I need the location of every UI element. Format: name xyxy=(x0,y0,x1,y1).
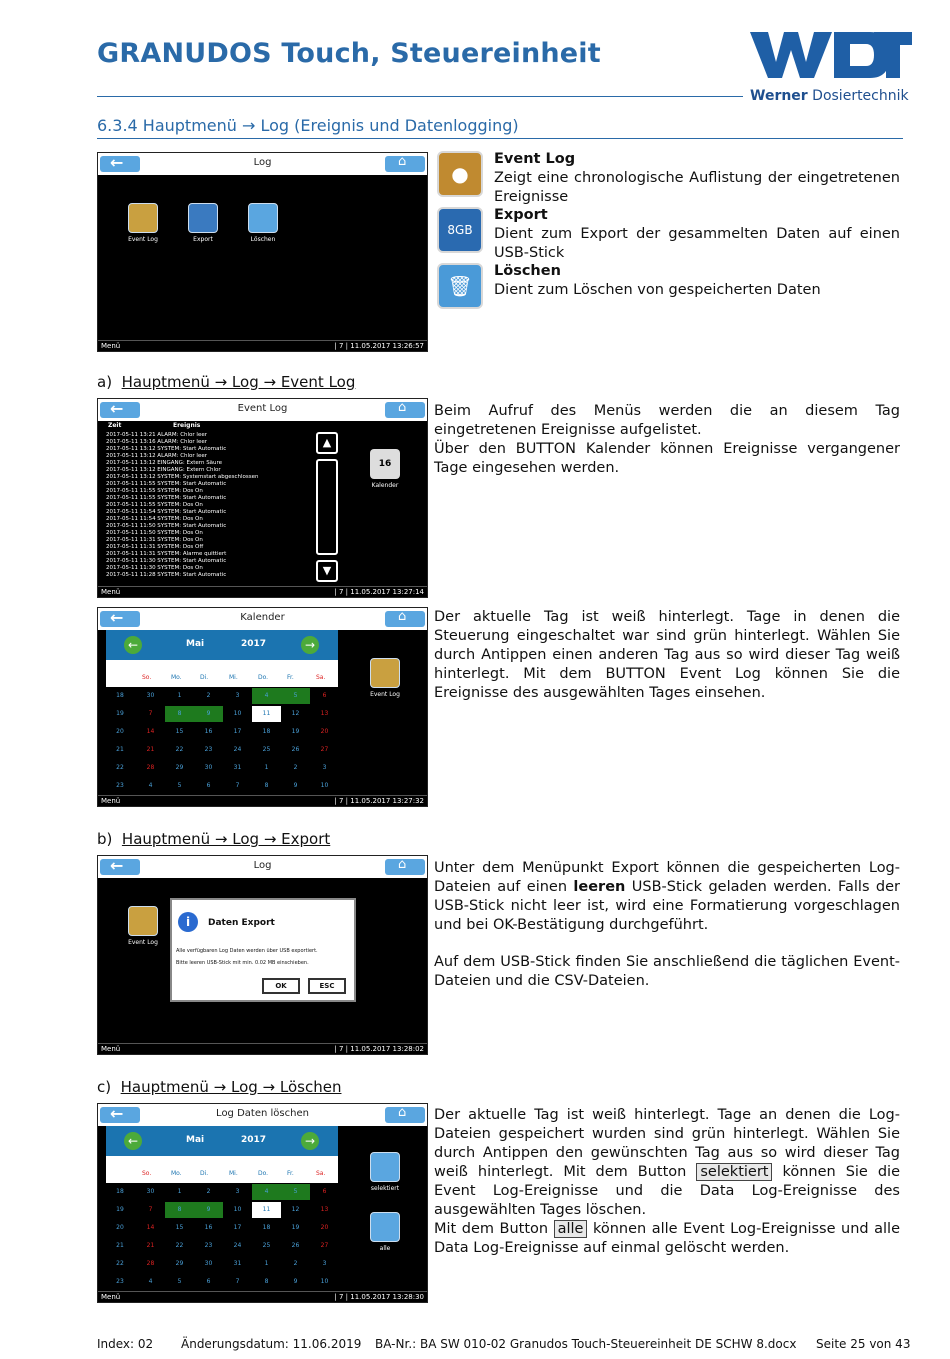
legend-delete: Löschen Dient zum Löschen von gespeicherten Daten xyxy=(494,263,821,298)
calendar-day[interactable]: 9 xyxy=(293,782,298,789)
subsection-b: b) Hauptmenü → Log → Export xyxy=(97,830,331,848)
week-number: 23 xyxy=(116,782,124,789)
calendar-day[interactable]: 17 xyxy=(233,1224,242,1231)
calendar-day[interactable]: 1 xyxy=(264,764,269,771)
calendar-day[interactable]: 31 xyxy=(233,764,242,771)
calendar-day[interactable]: 18 xyxy=(262,1224,271,1231)
calendar-day[interactable]: 8 xyxy=(264,782,269,789)
calendar-day[interactable]: 21 xyxy=(146,1242,155,1249)
calendar-day[interactable]: 5 xyxy=(177,1278,182,1285)
week-number: 23 xyxy=(116,1278,124,1285)
description-export-2: Auf dem USB-Stick finden Sie anschließend die täglichen Event-Dateien und die CSV-Dateien. xyxy=(434,954,900,989)
calendar-day[interactable]: 4 xyxy=(252,1184,281,1200)
calendar-day[interactable]: 5 xyxy=(281,1184,310,1200)
calendar-day[interactable]: 24 xyxy=(233,746,242,753)
home-button[interactable] xyxy=(385,611,425,627)
subsection-a: a) Hauptmenü → Log → Event Log xyxy=(97,373,356,391)
description-delete: Der aktuelle Tag ist weiß hinterlegt. Tage an denen die Log-Dateien gespeichert wurden sind grün hinterlegt. Wählen Sie durch Antippen den gewünschten Tag aus so wird dieser Tag weiß hinterlegt. Mit dem Button selektiert können Sie die Event Log-Ereignisse und die Data Log-Ereignisse des ausgewählten Tages löschen. Mit dem Button alle können alle Event Log-Ereignisse und alle Data Log-Ereignisse auf einmal gelöscht werden. xyxy=(434,1107,900,1256)
calendar-day[interactable]: 10 xyxy=(233,1206,242,1213)
calendar-grid[interactable] xyxy=(106,1126,338,1291)
year-label: 2017 xyxy=(241,1135,267,1145)
delete-label: Löschen xyxy=(250,236,276,243)
scroll-down-button[interactable]: ▼ xyxy=(316,560,338,582)
calendar-day[interactable]: 20 xyxy=(320,1224,329,1231)
calendar-day[interactable]: 30 xyxy=(146,692,155,699)
event-log-icon[interactable] xyxy=(370,658,400,688)
calendar-day[interactable]: 9 xyxy=(293,1278,298,1285)
calendar-day[interactable]: 10 xyxy=(320,1278,329,1285)
menu-label[interactable]: Menü xyxy=(101,342,121,350)
calendar-day[interactable]: 3 xyxy=(322,764,327,771)
weekday-label: Fr. xyxy=(287,1170,294,1177)
calendar-day[interactable]: 6 xyxy=(322,1188,327,1195)
calendar-day[interactable]: 7 xyxy=(235,782,240,789)
alle-button-ref: alle xyxy=(554,1220,588,1238)
calendar-day[interactable]: 15 xyxy=(175,1224,184,1231)
screen-title: Log Daten löschen xyxy=(216,1108,309,1119)
dialog-title: Daten Export xyxy=(208,918,275,928)
log-list[interactable]: 2017-05-11 13:21 ALARM: Chlor leer 2017-05-11 13:16 ALARM: Chlor leer 2017-05-11 13:12 SYSTEM: Start Automatic 2017-05-11 13:12 ALARM: Chlor leer 2017-05-11 13:12 EINGANG: Extern Säure 2017-05-11 13:12 EINGANG: Extern Chlor 2017-05-11 13:12 SYSTEM: Systemstart abgeschlossen 2017-05-11 11:55 SYSTEM: Start Automatic 2017-05-11 11:55 SYSTEM: Dos On 2017-05-11 11:55 SYSTEM: Start Automatic 2017-05-11 11:55 SYSTEM: Dos On 2017-05-11 11:54 SYSTEM: Start Automatic 2017-05-11 11:54 SYSTEM: Dos On 2017-05-11 11:50 SYSTEM: Start Automatic 2017-05-11 11:50 SYSTEM: Dos On 2017-05-11 11:31 SYSTEM: Dos On 2017-05-11 11:31 SYSTEM: Dos Off 2017-05-11 11:31 SYSTEM: Alarme quittiert 2017-05-11 11:30 SYSTEM: Start Automatic 2017-05-11 11:30 SYSTEM: Dos On 2017-05-11 11:28 SYSTEM: Start Automatic xyxy=(106,432,259,578)
calendar-day[interactable]: 5 xyxy=(281,688,310,704)
weekday-label: Do. xyxy=(258,1170,269,1177)
calendar-day[interactable]: 26 xyxy=(291,1242,300,1249)
week-number: 20 xyxy=(116,1224,124,1231)
calendar-day[interactable]: 30 xyxy=(204,1260,213,1267)
calendar-label: Kalender xyxy=(371,482,399,489)
delete-all-label: alle xyxy=(379,1245,391,1252)
section-rule xyxy=(97,138,903,139)
calendar-day[interactable]: 6 xyxy=(206,1278,211,1285)
event-log-label: Event Log xyxy=(370,691,400,698)
scroll-up-button[interactable]: ▲ xyxy=(316,432,338,454)
event-log-icon[interactable] xyxy=(128,906,158,936)
prev-month-button[interactable]: ← xyxy=(124,1132,142,1150)
log-header-event: Ereignis xyxy=(173,422,201,429)
legend-export: Export Dient zum Export der gesammelten Daten auf einen USB-Stick xyxy=(494,207,900,261)
calendar-day[interactable]: 26 xyxy=(291,746,300,753)
calendar-day[interactable]: 7 xyxy=(235,1278,240,1285)
home-button[interactable] xyxy=(385,156,425,172)
status-datetime: | 7 | 11.05.2017 13:26:57 xyxy=(334,342,424,350)
weekday-header xyxy=(106,1156,338,1183)
status-datetime: | 7 | 11.05.2017 13:27:32 xyxy=(334,797,424,805)
event-log-label: Event Log xyxy=(128,939,158,946)
weekday-label: Fr. xyxy=(287,674,294,681)
ok-button[interactable]: OK xyxy=(262,978,300,994)
week-number: 22 xyxy=(116,764,124,771)
calendar-day[interactable]: 9 xyxy=(194,706,223,722)
calendar-day[interactable]: 5 xyxy=(177,782,182,789)
calendar-day[interactable]: 1 xyxy=(264,1260,269,1267)
calendar-day[interactable]: 7 xyxy=(148,710,153,717)
calendar-day[interactable]: 28 xyxy=(146,764,155,771)
weekday-label: Do. xyxy=(258,674,269,681)
calendar-day[interactable]: 12 xyxy=(291,710,300,717)
weekday-label: Di. xyxy=(200,674,209,681)
calendar-day[interactable]: 22 xyxy=(175,1242,184,1249)
menu-label[interactable]: Menü xyxy=(101,1045,121,1053)
calendar-day[interactable]: 13 xyxy=(320,1206,329,1213)
week-number: 19 xyxy=(116,1206,124,1213)
prev-month-button[interactable]: ← xyxy=(124,636,142,654)
weekday-label: So. xyxy=(142,1170,152,1177)
trash-icon: 🗑 xyxy=(437,263,483,309)
log-header-time: Zeit xyxy=(108,422,122,429)
calendar-day[interactable]: 14 xyxy=(146,1224,155,1231)
traffic-light-icon: ● xyxy=(437,151,483,197)
calendar-day[interactable]: 11 xyxy=(252,1202,281,1218)
screen-export xyxy=(97,855,428,1055)
logo-subtitle: Werner Dosiertechnik xyxy=(750,88,909,104)
description-calendar: Der aktuelle Tag ist weiß hinterlegt. Tage in denen die Steuerung eingeschaltet war sind grün hinterlegt. Wählen Sie durch Antippen einen anderen Tag aus so wird dieser Tag weiß hinterlegt. Mit dem BUTTON Event Log können Sie die Ereignisse des ausgewählten Tages einsehen. xyxy=(434,609,900,701)
calendar-day[interactable]: 4 xyxy=(148,1278,153,1285)
next-month-button[interactable]: → xyxy=(301,1132,319,1150)
calendar-day[interactable]: 3 xyxy=(235,1188,240,1195)
delete-icon[interactable] xyxy=(248,203,278,233)
calendar-day[interactable]: 29 xyxy=(175,764,184,771)
weekday-label: Sa. xyxy=(316,1170,326,1177)
calendar-day[interactable]: 2 xyxy=(206,1188,211,1195)
delete-selected-label: selektiert xyxy=(370,1185,400,1192)
calendar-day[interactable]: 30 xyxy=(204,764,213,771)
calendar-day[interactable]: 20 xyxy=(320,728,329,735)
status-datetime: | 7 | 11.05.2017 13:28:02 xyxy=(334,1045,424,1053)
home-button[interactable] xyxy=(385,402,425,418)
weekday-label: Sa. xyxy=(316,674,326,681)
weekday-label: So. xyxy=(142,674,152,681)
week-number: 18 xyxy=(116,692,124,699)
calendar-day[interactable]: 3 xyxy=(322,1260,327,1267)
calendar-day[interactable]: 1 xyxy=(177,1188,182,1195)
calendar-day[interactable]: 13 xyxy=(320,710,329,717)
weekday-label: Mo. xyxy=(171,1170,182,1177)
week-number: 22 xyxy=(116,1260,124,1267)
footer-date: Änderungsdatum: 11.06.2019 xyxy=(181,1337,362,1351)
year-label: 2017 xyxy=(241,639,267,649)
calendar-day[interactable]: 25 xyxy=(262,746,271,753)
calendar-day[interactable]: 21 xyxy=(146,746,155,753)
month-label: Mai xyxy=(186,1135,205,1145)
calendar-day[interactable]: 27 xyxy=(320,1242,329,1249)
calendar-day[interactable]: 6 xyxy=(206,782,211,789)
calendar-day[interactable]: 31 xyxy=(233,1260,242,1267)
week-number: 19 xyxy=(116,710,124,717)
calendar-day[interactable]: 10 xyxy=(233,710,242,717)
weekday-label: Mi. xyxy=(229,1170,238,1177)
section-heading: 6.3.4 Hauptmenü → Log (Ereignis und Datenlogging) xyxy=(97,116,519,135)
next-month-button[interactable]: → xyxy=(301,636,319,654)
footer-index: Index: 02 xyxy=(97,1337,154,1351)
calendar-day[interactable]: 8 xyxy=(264,1278,269,1285)
calendar-day[interactable]: 15 xyxy=(175,728,184,735)
menu-label[interactable]: Menü xyxy=(101,1293,121,1301)
delete-selected-icon[interactable] xyxy=(370,1152,400,1182)
status-datetime: | 7 | 11.05.2017 13:28:30 xyxy=(334,1293,424,1301)
calendar-day[interactable]: 2 xyxy=(206,692,211,699)
weekday-label: Di. xyxy=(200,1170,209,1177)
calendar-day[interactable]: 19 xyxy=(291,1224,300,1231)
calendar-day[interactable]: 17 xyxy=(233,728,242,735)
calendar-day[interactable]: 1 xyxy=(177,692,182,699)
screen-log-menu xyxy=(97,152,428,352)
calendar-day[interactable]: 9 xyxy=(194,1202,223,1218)
calendar-day[interactable]: 27 xyxy=(320,746,329,753)
weekday-header xyxy=(106,660,338,687)
screen-calendar xyxy=(97,607,428,807)
header-rule xyxy=(97,96,743,97)
calendar-day[interactable]: 2 xyxy=(293,1260,298,1267)
calendar-day[interactable]: 24 xyxy=(233,1242,242,1249)
description-export: Unter dem Menüpunkt Export können die gespeicherten Log-Dateien auf einen leeren USB-Stick geladen werden. Falls der USB-Stick nicht leer ist, wird eine Formatierung vorgeschlagen und bei OK-Bestätigung durchgeführt. xyxy=(434,860,900,933)
calendar-day[interactable]: 14 xyxy=(146,728,155,735)
week-number: 21 xyxy=(116,746,124,753)
screen-title: Log xyxy=(253,157,272,168)
calendar-day[interactable]: 7 xyxy=(148,1206,153,1213)
export-dialog xyxy=(170,898,356,1002)
screen-title: Log xyxy=(253,860,272,871)
screen-event-log xyxy=(97,398,428,598)
menu-label[interactable]: Menü xyxy=(101,588,121,596)
calendar-day[interactable]: 12 xyxy=(291,1206,300,1213)
calendar-day[interactable]: 30 xyxy=(146,1188,155,1195)
document-title: GRANUDOS Touch, Steuereinheit xyxy=(97,38,601,69)
event-log-icon[interactable] xyxy=(128,203,158,233)
calendar-day[interactable]: 19 xyxy=(291,728,300,735)
calendar-day[interactable]: 23 xyxy=(204,1242,213,1249)
calendar-day[interactable]: 18 xyxy=(262,728,271,735)
description-event-log: Beim Aufruf des Menüs werden die an diesem Tag eingetretenen Ereignisse aufgelistet. Über den BUTTON Kalender können Ereignisse vergangener Tage eingesehen werden. xyxy=(434,403,900,476)
weekday-label: Mo. xyxy=(171,674,182,681)
scrollbar[interactable] xyxy=(316,459,338,555)
calendar-day[interactable]: 3 xyxy=(235,692,240,699)
status-datetime: | 7 | 11.05.2017 13:27:14 xyxy=(334,588,424,596)
calendar-day[interactable]: 6 xyxy=(322,692,327,699)
calendar-day[interactable]: 8 xyxy=(165,706,194,722)
export-icon[interactable] xyxy=(188,203,218,233)
home-button[interactable] xyxy=(385,859,425,875)
delete-all-icon[interactable] xyxy=(370,1212,400,1242)
dialog-line-1: Alle verfügbaren Log Daten werden über USB exportiert. xyxy=(176,948,318,954)
selektiert-button-ref: selektiert xyxy=(696,1163,772,1181)
screen-title: Event Log xyxy=(237,403,288,414)
weekday-label: Mi. xyxy=(229,674,238,681)
calendar-icon[interactable]: 16 xyxy=(370,449,400,479)
esc-button[interactable]: ESC xyxy=(308,978,346,994)
week-number: 18 xyxy=(116,1188,124,1195)
info-icon: i xyxy=(178,912,198,932)
menu-label[interactable]: Menü xyxy=(101,797,121,805)
calendar-day[interactable]: 4 xyxy=(252,688,281,704)
calendar-day[interactable]: 2 xyxy=(293,764,298,771)
month-label: Mai xyxy=(186,639,205,649)
calendar-day[interactable]: 29 xyxy=(175,1260,184,1267)
calendar-day[interactable]: 4 xyxy=(148,782,153,789)
footer-ba-number: BA-Nr.: BA SW 010-02 Granudos Touch-Steuereinheit DE SCHW 8.docx xyxy=(375,1337,797,1351)
dialog-line-2: Bitte leeren USB-Stick mit min. 0.02 MB einschieben. xyxy=(176,960,309,966)
event-log-label: Event Log xyxy=(128,236,158,243)
calendar-day[interactable]: 22 xyxy=(175,746,184,753)
calendar-day[interactable]: 11 xyxy=(252,706,281,722)
calendar-day[interactable]: 23 xyxy=(204,746,213,753)
calendar-day[interactable]: 16 xyxy=(204,1224,213,1231)
week-number: 20 xyxy=(116,728,124,735)
screen-delete-log xyxy=(97,1103,428,1303)
legend-event-log: Event Log Zeigt eine chronologische Auflistung der eingetretenen Ereignisse xyxy=(494,151,900,205)
footer-page: Seite 25 von 43 xyxy=(816,1337,911,1351)
calendar-day[interactable]: 28 xyxy=(146,1260,155,1267)
subsection-c: c) Hauptmenü → Log → Löschen xyxy=(97,1078,342,1096)
home-button[interactable] xyxy=(385,1107,425,1123)
calendar-day[interactable]: 8 xyxy=(165,1202,194,1218)
calendar-day[interactable]: 16 xyxy=(204,728,213,735)
week-number: 21 xyxy=(116,1242,124,1249)
export-label: Export xyxy=(193,236,213,243)
usb-stick-icon: 8GB xyxy=(437,207,483,253)
calendar-grid[interactable] xyxy=(106,630,338,795)
calendar-day[interactable]: 25 xyxy=(262,1242,271,1249)
screen-title: Kalender xyxy=(240,612,285,623)
calendar-day[interactable]: 10 xyxy=(320,782,329,789)
